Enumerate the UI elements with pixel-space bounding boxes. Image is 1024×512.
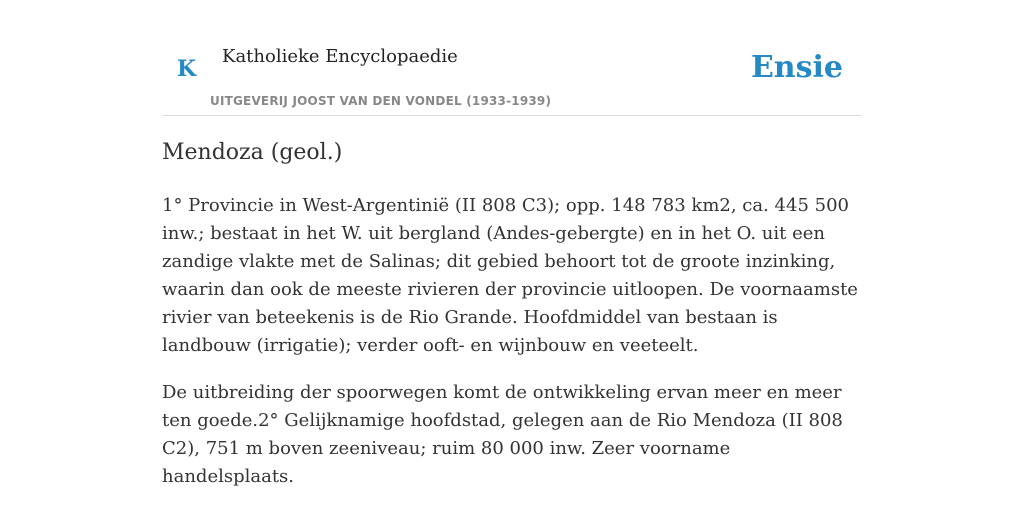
article-title: Mendoza (geol.) xyxy=(162,140,343,165)
article-paragraph-2: De uitbreiding der spoorwegen komt de ontwikkeling ervan meer en meer ten goede.2° Gelijknamige hoofdstad, gelegen aan de Rio Mendoza (II 808 C2), 751 m boven zeeniveau; ruim 80 000 inw. Zeer voorname handelsplaats. xyxy=(162,382,843,487)
brand-logo[interactable]: Ensie xyxy=(750,50,843,85)
publication-logo[interactable]: K xyxy=(177,56,197,82)
article-body xyxy=(162,192,866,510)
publication-title[interactable]: Katholieke Encyclopaedie xyxy=(222,46,458,67)
publisher-subtitle: UITGEVERIJ JOOST VAN DEN VONDEL (1933-1939) xyxy=(210,94,552,108)
header xyxy=(162,38,862,116)
article-paragraph-1: 1° Provincie in West-Argentinië (II 808 C3); opp. 148 783 km2, ca. 445 500 inw.; bestaat in het W. uit bergland (Andes-gebergte) en in het O. uit een zandige vlakte met de Salinas; dit gebied behoort tot de groote inzinking, waarin dan ook de meeste rivieren der provincie uitloopen. De voornaamste rivier van beteekenis is de Rio Grande. Hoofdmiddel van bestaan is landbouw (irrigatie); verder ooft- en wijnbouw en veeteelt. xyxy=(162,195,858,356)
